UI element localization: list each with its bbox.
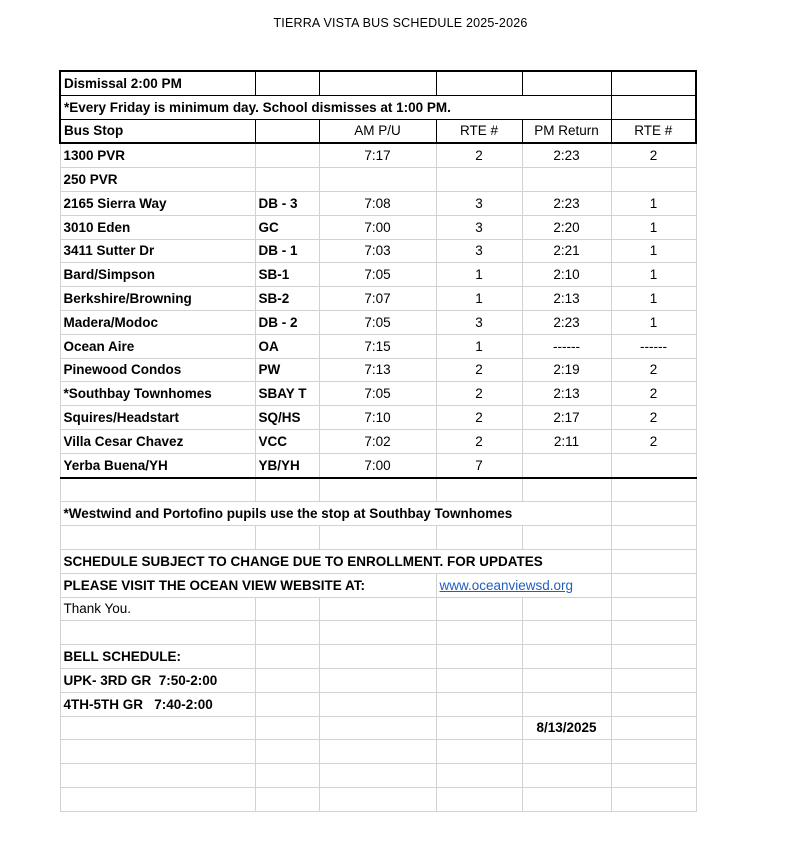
- pm-route-number: 1: [611, 215, 696, 239]
- pm-route-number: 2: [611, 429, 696, 453]
- bus-schedule-table: [59, 70, 697, 812]
- pm-return-time: 2:20: [522, 215, 611, 239]
- stop-code: [255, 143, 319, 167]
- am-pickup-time: 7:05: [319, 382, 436, 406]
- pm-route-number: ------: [611, 334, 696, 358]
- stop-code: VCC: [255, 429, 319, 453]
- am-pickup-time: 7:17: [319, 143, 436, 167]
- table-row: [60, 334, 696, 358]
- pm-return-time: 2:10: [522, 263, 611, 287]
- bus-stop-name: 2165 Sierra Way: [60, 191, 255, 215]
- am-pickup-time: 7:10: [319, 406, 436, 430]
- bus-stop-name: Villa Cesar Chavez: [60, 429, 255, 453]
- spacer-row: [60, 764, 696, 788]
- header-route-pm: RTE #: [611, 119, 696, 143]
- bus-stop-name: 3010 Eden: [60, 215, 255, 239]
- stop-code: [255, 168, 319, 192]
- table-row: [60, 215, 696, 239]
- am-pickup-time: 7:00: [319, 215, 436, 239]
- am-route-number: 2: [436, 358, 522, 382]
- bell-row-1: [60, 668, 696, 692]
- header-row: [60, 119, 696, 143]
- pm-return-time: 2:13: [522, 287, 611, 311]
- table-row: [60, 263, 696, 287]
- bus-stop-name: Squires/Headstart: [60, 406, 255, 430]
- table-row: [60, 239, 696, 263]
- am-route-number: 2: [436, 143, 522, 167]
- stop-code: OA: [255, 334, 319, 358]
- am-route-number: 1: [436, 334, 522, 358]
- thank-you: Thank You.: [60, 597, 255, 621]
- table-row: [60, 429, 696, 453]
- stop-code: PW: [255, 358, 319, 382]
- bus-stop-name: Madera/Modoc: [60, 310, 255, 334]
- header-am-pickup: AM P/U: [319, 119, 436, 143]
- pm-route-number: 2: [611, 406, 696, 430]
- bell-upk-3rd: UPK- 3RD GR 7:50-2:00: [60, 668, 255, 692]
- pm-route-number: 1: [611, 287, 696, 311]
- am-route-number: 3: [436, 310, 522, 334]
- bell-4th-5th: 4TH-5TH GR 7:40-2:00: [60, 692, 255, 716]
- pm-route-number: 2: [611, 382, 696, 406]
- am-pickup-time: 7:15: [319, 334, 436, 358]
- am-route-number: 2: [436, 382, 522, 406]
- header-route-am: RTE #: [436, 119, 522, 143]
- schedule-note-row: [60, 549, 696, 573]
- bell-heading-row: [60, 645, 696, 669]
- stop-code: GC: [255, 215, 319, 239]
- am-route-number: 2: [436, 429, 522, 453]
- am-pickup-time: 7:05: [319, 310, 436, 334]
- westwind-note-row: [60, 502, 696, 526]
- am-route-number: 1: [436, 287, 522, 311]
- bell-row-2: [60, 692, 696, 716]
- header-pm-return: PM Return: [522, 119, 611, 143]
- table-row: [60, 358, 696, 382]
- stop-code: DB - 1: [255, 239, 319, 263]
- bus-stop-name: *Southbay Townhomes: [60, 382, 255, 406]
- website-link[interactable]: www.oceanviewsd.org: [439, 577, 574, 593]
- friday-note-row: [60, 95, 696, 119]
- stop-code: SBAY T: [255, 382, 319, 406]
- bus-stop-name: Pinewood Condos: [60, 358, 255, 382]
- am-pickup-time: 7:08: [319, 191, 436, 215]
- website-row: [60, 573, 696, 597]
- pm-return-time: 2:17: [522, 406, 611, 430]
- am-route-number: 1: [436, 263, 522, 287]
- pm-return-time: [522, 453, 611, 477]
- bus-stop-name: Ocean Aire: [60, 334, 255, 358]
- am-pickup-time: 7:13: [319, 358, 436, 382]
- pm-return-time: 2:23: [522, 143, 611, 167]
- am-route-number: 3: [436, 239, 522, 263]
- pm-return-time: 2:23: [522, 191, 611, 215]
- bus-stop-name: 250 PVR: [60, 168, 255, 192]
- table-row: [60, 310, 696, 334]
- bus-stop-name: 3411 Sutter Dr: [60, 239, 255, 263]
- header-bus-stop: Bus Stop: [60, 119, 255, 143]
- page-title: TIERRA VISTA BUS SCHEDULE 2025-2026: [273, 16, 528, 30]
- stop-code: SB-2: [255, 287, 319, 311]
- pm-return-time: 2:11: [522, 429, 611, 453]
- am-route-number: 3: [436, 215, 522, 239]
- table-row: [60, 453, 696, 477]
- pm-return-time: 2:23: [522, 310, 611, 334]
- am-route-number: 3: [436, 191, 522, 215]
- bell-schedule-heading: BELL SCHEDULE:: [60, 645, 255, 669]
- stop-code: YB/YH: [255, 453, 319, 477]
- am-route-number: 7: [436, 453, 522, 477]
- thanks-row: [60, 597, 696, 621]
- dismissal-row: [60, 71, 696, 95]
- spacer-row: [60, 478, 696, 502]
- table-row: [60, 143, 696, 167]
- pm-route-number: 1: [611, 263, 696, 287]
- spacer-row: [60, 740, 696, 764]
- pm-return-time: 2:19: [522, 358, 611, 382]
- stop-code: SB-1: [255, 263, 319, 287]
- bus-stop-name: 1300 PVR: [60, 143, 255, 167]
- pm-route-number: [611, 453, 696, 477]
- westwind-note: *Westwind and Portofino pupils use the stop at Southbay Townhomes: [60, 502, 611, 526]
- am-pickup-time: 7:02: [319, 429, 436, 453]
- stop-code: DB - 2: [255, 310, 319, 334]
- pm-route-number: 1: [611, 239, 696, 263]
- pm-return-time: [522, 168, 611, 192]
- am-pickup-time: 7:05: [319, 263, 436, 287]
- am-pickup-time: 7:07: [319, 287, 436, 311]
- schedule-note-2: PLEASE VISIT THE OCEAN VIEW WEBSITE AT:: [60, 573, 436, 597]
- pm-route-number: 2: [611, 143, 696, 167]
- spacer-row: [60, 526, 696, 550]
- pm-route-number: 1: [611, 310, 696, 334]
- date-row: [60, 716, 696, 740]
- table-row: [60, 168, 696, 192]
- pm-route-number: [611, 168, 696, 192]
- am-pickup-time: 7:00: [319, 453, 436, 477]
- stop-code: SQ/HS: [255, 406, 319, 430]
- table-row: [60, 382, 696, 406]
- bus-stop-name: Yerba Buena/YH: [60, 453, 255, 477]
- bus-stop-name: Bard/Simpson: [60, 263, 255, 287]
- document-date: 8/13/2025: [522, 716, 611, 740]
- schedule-note-1: SCHEDULE SUBJECT TO CHANGE DUE TO ENROLLMENT. FOR UPDATES: [60, 549, 611, 573]
- am-pickup-time: 7:03: [319, 239, 436, 263]
- table-row: [60, 406, 696, 430]
- spacer-row: [60, 787, 696, 811]
- pm-return-time: ------: [522, 334, 611, 358]
- am-route-number: [436, 168, 522, 192]
- am-route-number: 2: [436, 406, 522, 430]
- am-pickup-time: [319, 168, 436, 192]
- pm-route-number: 2: [611, 358, 696, 382]
- stop-code: DB - 3: [255, 191, 319, 215]
- dismissal-time: Dismissal 2:00 PM: [60, 71, 255, 95]
- spacer-row: [60, 621, 696, 645]
- bus-stop-name: Berkshire/Browning: [60, 287, 255, 311]
- table-row: [60, 287, 696, 311]
- pm-return-time: 2:13: [522, 382, 611, 406]
- pm-route-number: 1: [611, 191, 696, 215]
- table-row: [60, 191, 696, 215]
- pm-return-time: 2:21: [522, 239, 611, 263]
- friday-note: *Every Friday is minimum day. School dismisses at 1:00 PM.: [60, 95, 611, 119]
